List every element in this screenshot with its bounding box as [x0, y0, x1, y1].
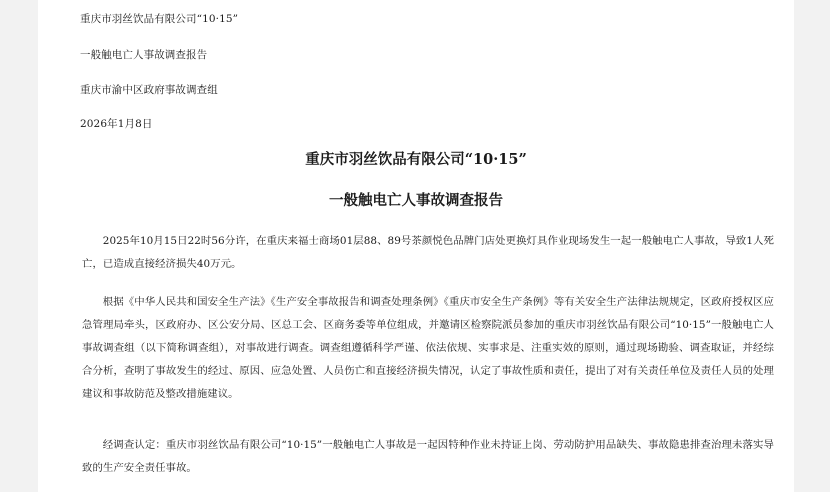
paragraph-investigation-conclusion: 经调查认定：重庆市羽丝饮品有限公司“10·15”一般触电亡人事故是一起因特种作业未持证上岗、劳动防护用品缺失、事故隐患排查治理未落实导致的生产安全责任事故。	[82, 439, 774, 474]
document-page	[38, 0, 794, 492]
document-title-line-1: 重庆市羽丝饮品有限公司“10·15”	[305, 151, 527, 168]
document-title-line-2: 一般触电亡人事故调查报告	[329, 192, 503, 209]
paragraph-accident-summary: 2025年10月15日22时56分许，在重庆来福士商场01层88、89号茶颜悦色品牌门店处更换灯具作业现场发生一起一般触电亡人事故，导致1人死亡，已造成直接经济损失40万元。	[82, 235, 774, 270]
header-date: 2026年1月8日	[80, 118, 153, 130]
header-report-type: 一般触电亡人事故调查报告	[80, 49, 208, 61]
paragraph-investigation-basis: 根据《中华人民共和国安全生产法》《生产安全事故报告和调查处理条例》《重庆市安全生产条例》等有关安全生产法律法规规定，区政府授权区应急管理局牵头，区政府办、区公安分局、区总工会、区商务委等单位组成，并邀请区检察院派员参加的重庆市羽丝饮品有限公司“10·15”一般触电亡人事故调查组（以下简称调查组），对事故进行调查。调查组遵循科学严谨、依法依规、实事求是、注重实效的原则，通过现场勘验、调查取证，并经综合分析，查明了事故发生的经过、原因、应急处置、人员伤亡和直接经济损失情况，认定了事故性质和责任，提出了对有关责任单位及责任人员的处理建议和事故防范及整改措施建议。	[82, 296, 774, 400]
header-issuer: 重庆市渝中区政府事故调查组	[80, 84, 218, 96]
header-company: 重庆市羽丝饮品有限公司“10·15”	[80, 13, 239, 25]
